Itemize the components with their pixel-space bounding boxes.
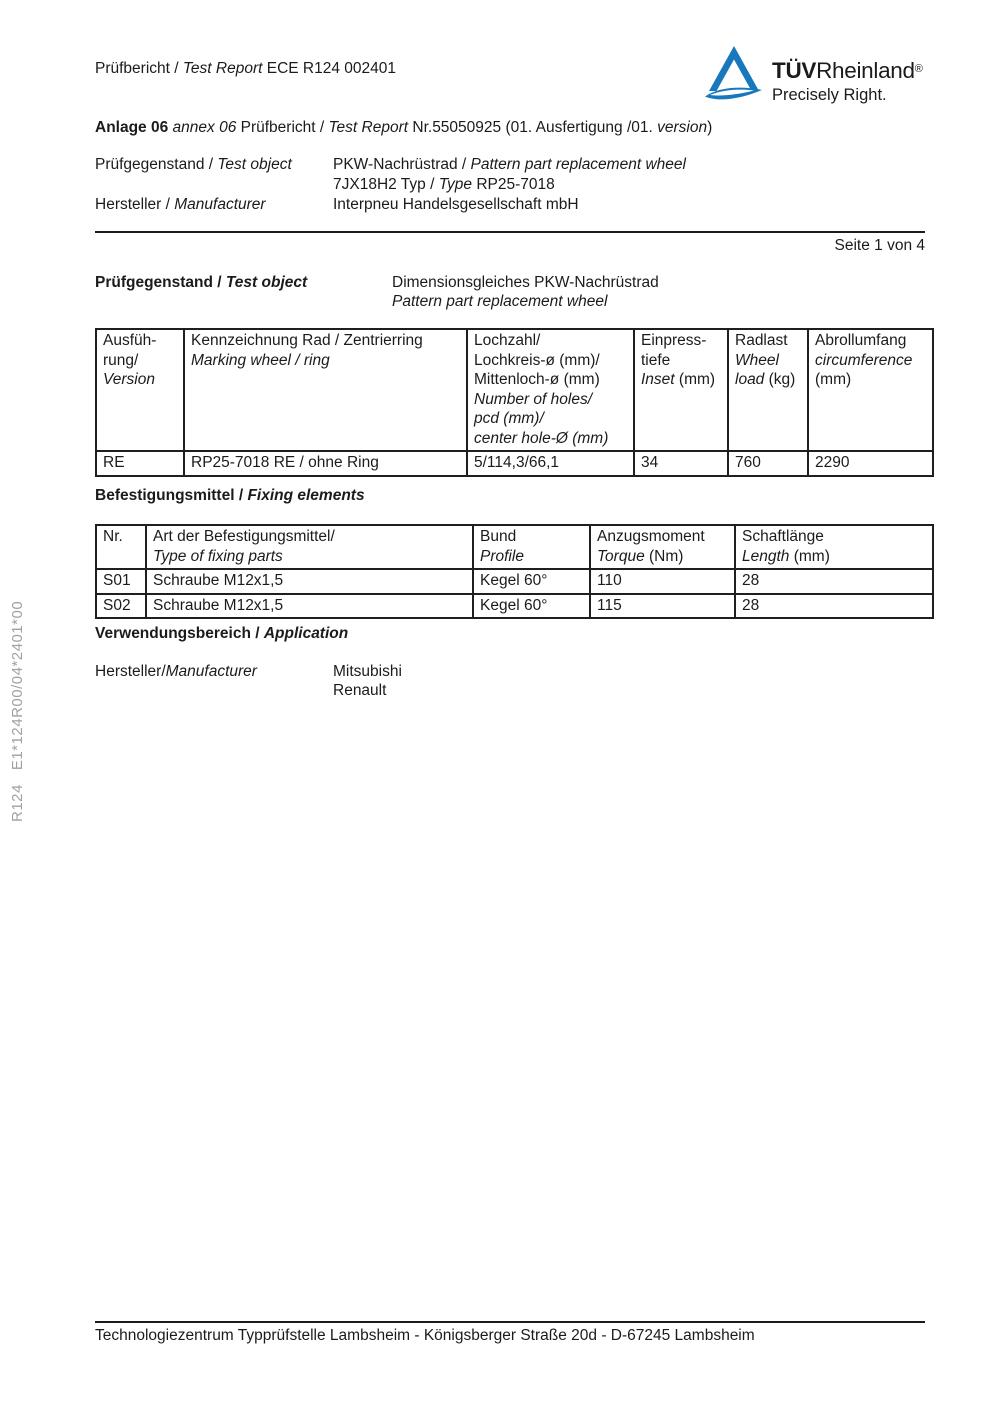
test-object-value-de: PKW-Nachrüstrad / (333, 156, 471, 173)
cell-version: RE (96, 451, 184, 476)
test-object-label (95, 155, 292, 175)
section-test-object-heading (95, 273, 307, 293)
annex-label-en: annex 06 (168, 119, 237, 136)
application-manufacturer-label (95, 662, 257, 682)
cell-length: 28 (735, 594, 933, 619)
report-title-italic: Test Report (182, 60, 263, 77)
application-heading (95, 624, 348, 644)
registered-mark: ® (914, 63, 923, 75)
test-object-value-1 (333, 155, 686, 175)
fixing-heading-en: Fixing elements (247, 487, 365, 504)
manufacturer-value: Interpneu Handelsgesellschaft mbH (333, 196, 579, 213)
logo-tagline: Precisely Right. (772, 86, 887, 104)
application-manufacturer-de: Hersteller/ (95, 663, 166, 680)
col-header-wheel-load: Radlast Wheel load (kg) (728, 329, 808, 451)
fixing-table-row-s01 (96, 569, 933, 594)
header-divider (95, 231, 925, 233)
fixing-heading-de: Befestigungsmittel / (95, 487, 248, 504)
wheel-table-data-row (96, 451, 933, 476)
test-object-value-2 (333, 175, 555, 195)
annex-label: Anlage 06 (95, 119, 169, 136)
cell-marking: RP25-7018 RE / ohne Ring (184, 451, 467, 476)
report-title (95, 59, 396, 79)
section-test-object-value-de: Dimensionsgleiches PKW-Nachrüstrad (392, 274, 659, 291)
cell-profile: Kegel 60° (473, 569, 590, 594)
cell-nr: S02 (96, 594, 146, 619)
col-header-marking: Kennzeichnung Rad / Zentrierring Marking wheel / ring (184, 329, 467, 451)
test-object-value-en: Pattern part replacement wheel (470, 156, 686, 173)
report-title-suffix: ECE R124 002401 (262, 60, 397, 77)
manufacturer-label (95, 195, 266, 215)
section-test-object-value-en: Pattern part replacement wheel (392, 293, 608, 310)
footer-divider (95, 1321, 925, 1323)
test-object-label-en: Test object (217, 156, 292, 173)
tuv-triangle-icon (704, 44, 764, 106)
cell-length: 28 (735, 569, 933, 594)
fixing-elements-table (95, 524, 934, 619)
type-code: RP25-7018 (472, 176, 555, 193)
manufacturer-label-en: Manufacturer (174, 196, 266, 213)
annex-line (95, 118, 712, 138)
report-title-prefix: Prüfbericht / (95, 60, 183, 77)
logo-text (772, 44, 923, 106)
application-heading-en: Application (263, 625, 349, 642)
cell-torque: 115 (590, 594, 735, 619)
logo-rheinland: Rheinland (816, 58, 915, 83)
section-heading-en: Test object (225, 274, 308, 291)
application-heading-de: Verwendungsbereich / (95, 625, 264, 642)
fixing-table-row-s02 (96, 594, 933, 619)
annex-close-paren: ) (707, 119, 713, 136)
cell-holes: 5/114,3/66,1 (467, 451, 634, 476)
col-header-fixing-type: Art der Befestigungsmittel/ Type of fixing parts (146, 525, 473, 569)
application-manufacturer-en: Manufacturer (165, 663, 257, 680)
cell-type: Schraube M12x1,5 (146, 594, 473, 619)
col-header-torque: Anzugsmoment Torque (Nm) (590, 525, 735, 569)
page-number: Seite 1 von 4 (834, 237, 925, 254)
annex-version-word: version (657, 119, 708, 136)
logo-wordmark (772, 56, 923, 84)
fixing-elements-heading (95, 486, 365, 506)
cell-circumference: 2290 (808, 451, 933, 476)
logo-tuv: TÜV (772, 58, 817, 83)
type-word-en: Type (438, 176, 473, 193)
cell-nr: S01 (96, 569, 146, 594)
manufacturer-label-de: Hersteller / (95, 196, 175, 213)
cell-profile: Kegel 60° (473, 594, 590, 619)
tuv-rheinland-logo (704, 44, 923, 106)
application-value-renault: Renault (333, 682, 387, 699)
annex-text-1: Prüfbericht / (236, 119, 329, 136)
col-header-circumference: Abrollumfang circumference (mm) (808, 329, 933, 451)
col-header-version: Ausfüh- rung/ Version (96, 329, 184, 451)
wheel-size-type-de: 7JX18H2 Typ / (333, 176, 439, 193)
col-header-inset: Einpress- tiefe Inset (mm) (634, 329, 728, 451)
wheel-table-header-row (96, 329, 933, 451)
homologation-number-vertical: R124 E1*124R00/04*2401*00 (9, 600, 26, 822)
cell-inset: 34 (634, 451, 728, 476)
footer-address: Technologiezentrum Typprüfstelle Lambsheim - Königsberger Straße 20d - D-67245 Lambsheim (95, 1327, 755, 1344)
col-header-holes: Lochzahl/ Lochkreis-ø (mm)/ Mittenloch-ø (mm) Number of holes/ pcd (mm)/ center hole-Ø (mm) (467, 329, 634, 451)
annex-report-number: Nr.55050925 (01. Ausfertigung /01. (408, 119, 658, 136)
fixing-table-header-row (96, 525, 933, 569)
col-header-nr: Nr. (96, 525, 146, 569)
col-header-length: Schaftlänge Length (mm) (735, 525, 933, 569)
col-header-profile: Bund Profile (473, 525, 590, 569)
cell-load: 760 (728, 451, 808, 476)
cell-type: Schraube M12x1,5 (146, 569, 473, 594)
wheel-spec-table (95, 328, 934, 477)
section-heading-de: Prüfgegenstand / (95, 274, 226, 291)
cell-torque: 110 (590, 569, 735, 594)
annex-text-it2: Test Report (328, 119, 409, 136)
application-value-mitsubishi: Mitsubishi (333, 663, 402, 680)
test-object-label-de: Prüfgegenstand / (95, 156, 218, 173)
